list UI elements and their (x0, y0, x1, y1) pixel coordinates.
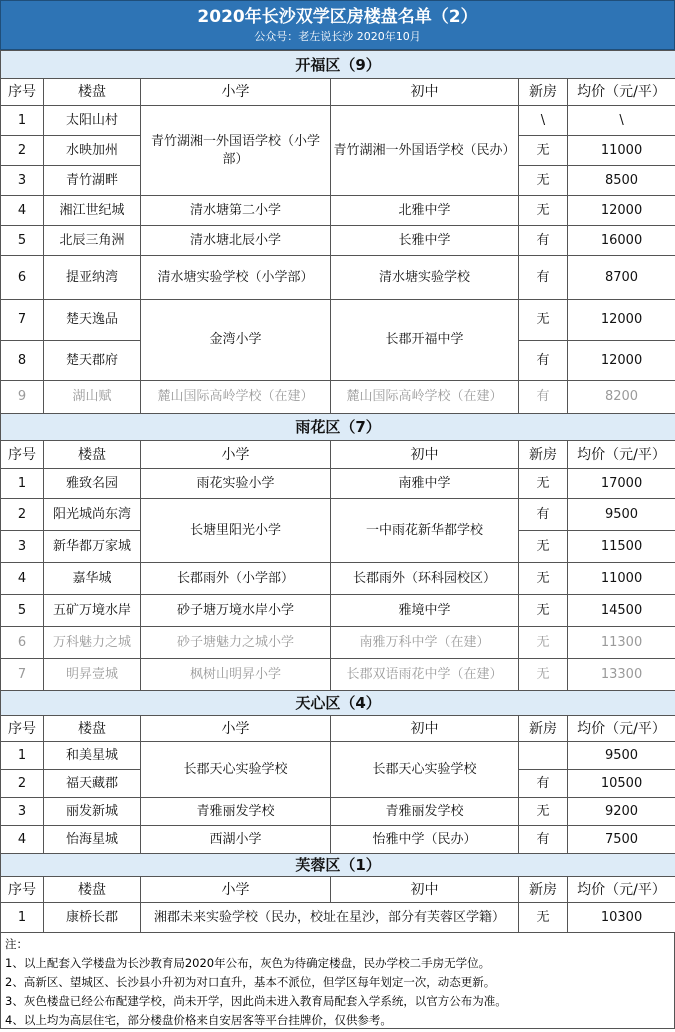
header-estate: 楼盘 (44, 716, 141, 742)
average-price: 8500 (568, 166, 675, 196)
row-number: 3 (1, 166, 44, 196)
row-number: 4 (1, 826, 44, 854)
header-price: 均价（元/平） (568, 716, 675, 742)
estate-name: 湘江世纪城 (44, 196, 141, 226)
average-price: 11500 (568, 531, 675, 563)
average-price: 13300 (568, 659, 675, 691)
primary-school: 麓山国际高岭学校（在建） (141, 381, 331, 414)
header-primary: 小学 (141, 877, 331, 903)
average-price: 12000 (568, 196, 675, 226)
estate-name: 怡海星城 (44, 826, 141, 854)
row-number: 4 (1, 563, 44, 595)
table-row (1, 798, 675, 826)
middle-school: 长郡双语雨花中学（在建） (331, 659, 519, 691)
primary-school: 清水塘北辰小学 (141, 226, 331, 256)
middle-school: 南雅万科中学（在建） (331, 627, 519, 659)
estate-name: 北辰三角洲 (44, 226, 141, 256)
row-number: 2 (1, 770, 44, 798)
middle-school: 怡雅中学（民办） (331, 826, 519, 854)
primary-school: 长郡雨外（小学部） (141, 563, 331, 595)
primary-school: 青雅丽发学校 (141, 798, 331, 826)
average-price: 9200 (568, 798, 675, 826)
row-number: 4 (1, 196, 44, 226)
average-price: 9500 (568, 742, 675, 770)
middle-school: 麓山国际高岭学校（在建） (331, 381, 519, 414)
header-primary: 小学 (141, 79, 331, 106)
new-house: 无 (519, 166, 568, 196)
middle-school: 清水塘实验学校 (331, 256, 519, 300)
new-house (519, 742, 568, 770)
row-number: 1 (1, 106, 44, 136)
header-no: 序号 (1, 716, 44, 742)
average-price: 11000 (568, 136, 675, 166)
new-house: 无 (519, 563, 568, 595)
estate-name: 水映加州 (44, 136, 141, 166)
header-middle: 初中 (331, 877, 519, 903)
row-number: 1 (1, 469, 44, 499)
new-house: 无 (519, 903, 568, 933)
new-house: 有 (519, 341, 568, 381)
average-price: 7500 (568, 826, 675, 854)
header-new: 新房 (519, 877, 568, 903)
header-price: 均价（元/平） (568, 441, 675, 469)
estate-name: 楚天逸品 (44, 300, 141, 341)
header-estate: 楼盘 (44, 441, 141, 469)
header-no: 序号 (1, 877, 44, 903)
new-house: 有 (519, 499, 568, 531)
note-line: 4、以上均为高层住宅，部分楼盘价格来自安居客等平台挂牌价，仅供参考。 (5, 1013, 392, 1027)
page-title: 2020年长沙双学区房楼盘名单（2） (197, 7, 478, 27)
middle-school: 雅境中学 (331, 595, 519, 627)
primary-school: 长塘里阳光小学 (141, 499, 331, 563)
header-middle: 初中 (331, 716, 519, 742)
middle-school: 青竹湖湘一外国语学校（民办） (331, 106, 519, 196)
row-number: 9 (1, 381, 44, 414)
estate-name: 新华都万家城 (44, 531, 141, 563)
row-number: 6 (1, 256, 44, 300)
table-row (1, 381, 675, 414)
primary-and-middle-school: 湘郡未来实验学校（民办，校址在星沙，部分有芙蓉区学籍） (141, 903, 519, 933)
new-house: 无 (519, 300, 568, 341)
estate-name: 和美星城 (44, 742, 141, 770)
estate-name: 五矿万境水岸 (44, 595, 141, 627)
notes (0, 933, 675, 1029)
table-row (1, 595, 675, 627)
estate-name: 湖山赋 (44, 381, 141, 414)
header-middle: 初中 (331, 79, 519, 106)
primary-school: 枫树山明昇小学 (141, 659, 331, 691)
primary-school: 清水塘实验学校（小学部） (141, 256, 331, 300)
row-number: 7 (1, 300, 44, 341)
primary-school: 清水塘第二小学 (141, 196, 331, 226)
new-house: 有 (519, 770, 568, 798)
note-line: 2、高新区、望城区、长沙县小升初为对口直升，基本不派位，但学区每年划定一次，动态更新。 (5, 975, 496, 989)
primary-school: 西湖小学 (141, 826, 331, 854)
page-subtitle: 公众号：老左说长沙 2020年10月 (254, 30, 421, 43)
header-price: 均价（元/平） (568, 79, 675, 106)
table-row (1, 627, 675, 659)
primary-school: 长郡天心实验学校 (141, 742, 331, 798)
average-price: 14500 (568, 595, 675, 627)
new-house: 无 (519, 469, 568, 499)
average-price: 8700 (568, 256, 675, 300)
estate-name: 太阳山村 (44, 106, 141, 136)
section-header: 雨花区（7） (1, 414, 675, 441)
new-house: 无 (519, 531, 568, 563)
header-primary: 小学 (141, 441, 331, 469)
estate-name: 万科魅力之城 (44, 627, 141, 659)
estate-name: 康桥长郡 (44, 903, 141, 933)
row-number: 7 (1, 659, 44, 691)
estate-name: 青竹湖畔 (44, 166, 141, 196)
middle-school: 长郡开福中学 (331, 300, 519, 381)
new-house: \ (519, 106, 568, 136)
new-house: 无 (519, 627, 568, 659)
middle-school: 长雅中学 (331, 226, 519, 256)
table-row (1, 499, 675, 531)
table-row (1, 256, 675, 300)
estate-name: 雅致名园 (44, 469, 141, 499)
new-house: 无 (519, 196, 568, 226)
table-row (1, 903, 675, 933)
average-price: 10500 (568, 770, 675, 798)
note-line: 3、灰色楼盘已经公布配建学校，尚未开学，因此尚未进入教育局配套入学系统，以官方公布为准。 (5, 994, 507, 1008)
table-row (1, 196, 675, 226)
row-number: 3 (1, 798, 44, 826)
note-line: 1、以上配套入学楼盘为长沙教育局2020年公布，灰色为待确定楼盘，民办学校二手房无学位。 (5, 956, 491, 970)
header-new: 新房 (519, 441, 568, 469)
average-price: 12000 (568, 300, 675, 341)
row-number: 2 (1, 499, 44, 531)
middle-school: 长郡雨外（环科园校区） (331, 563, 519, 595)
table-row (1, 106, 675, 136)
table-row (1, 742, 675, 770)
header-middle: 初中 (331, 441, 519, 469)
average-price: 10300 (568, 903, 675, 933)
header-estate: 楼盘 (44, 877, 141, 903)
estate-name: 明昇壹城 (44, 659, 141, 691)
average-price: 8200 (568, 381, 675, 414)
header-new: 新房 (519, 79, 568, 106)
primary-school: 砂子塘万境水岸小学 (141, 595, 331, 627)
primary-school: 雨花实验小学 (141, 469, 331, 499)
estate-name: 楚天郡府 (44, 341, 141, 381)
average-price: 16000 (568, 226, 675, 256)
section-header: 开福区（9） (1, 51, 675, 79)
header-primary: 小学 (141, 716, 331, 742)
new-house: 有 (519, 826, 568, 854)
table-row (1, 469, 675, 499)
table-row (1, 826, 675, 854)
table-row (1, 300, 675, 341)
estate-name: 阳光城尚东湾 (44, 499, 141, 531)
table-row (1, 226, 675, 256)
primary-school: 砂子塘魅力之城小学 (141, 627, 331, 659)
row-number: 3 (1, 531, 44, 563)
header-new: 新房 (519, 716, 568, 742)
new-house: 无 (519, 136, 568, 166)
school-district-table (0, 50, 675, 933)
middle-school: 南雅中学 (331, 469, 519, 499)
average-price: \ (568, 106, 675, 136)
header-estate: 楼盘 (44, 79, 141, 106)
row-number: 1 (1, 742, 44, 770)
row-number: 5 (1, 595, 44, 627)
estate-name: 福天藏郡 (44, 770, 141, 798)
estate-name: 嘉华城 (44, 563, 141, 595)
table-row (1, 659, 675, 691)
new-house: 有 (519, 381, 568, 414)
new-house: 有 (519, 226, 568, 256)
average-price: 11300 (568, 627, 675, 659)
primary-school: 青竹湖湘一外国语学校（小学部） (141, 106, 331, 196)
section-header: 芙蓉区（1） (1, 854, 675, 877)
estate-name: 提亚纳湾 (44, 256, 141, 300)
title-banner (0, 0, 675, 50)
new-house: 无 (519, 659, 568, 691)
header-no: 序号 (1, 441, 44, 469)
new-house: 无 (519, 595, 568, 627)
header-price: 均价（元/平） (568, 877, 675, 903)
row-number: 1 (1, 903, 44, 933)
estate-name: 丽发新城 (44, 798, 141, 826)
middle-school: 青雅丽发学校 (331, 798, 519, 826)
row-number: 2 (1, 136, 44, 166)
new-house: 有 (519, 256, 568, 300)
section-header: 天心区（4） (1, 691, 675, 716)
row-number: 8 (1, 341, 44, 381)
new-house: 无 (519, 798, 568, 826)
table-row (1, 563, 675, 595)
average-price: 17000 (568, 469, 675, 499)
middle-school: 长郡天心实验学校 (331, 742, 519, 798)
average-price: 11000 (568, 563, 675, 595)
note-line: 注： (5, 937, 28, 951)
middle-school: 北雅中学 (331, 196, 519, 226)
average-price: 9500 (568, 499, 675, 531)
row-number: 6 (1, 627, 44, 659)
header-no: 序号 (1, 79, 44, 106)
middle-school: 一中雨花新华都学校 (331, 499, 519, 563)
row-number: 5 (1, 226, 44, 256)
average-price: 12000 (568, 341, 675, 381)
primary-school: 金湾小学 (141, 300, 331, 381)
